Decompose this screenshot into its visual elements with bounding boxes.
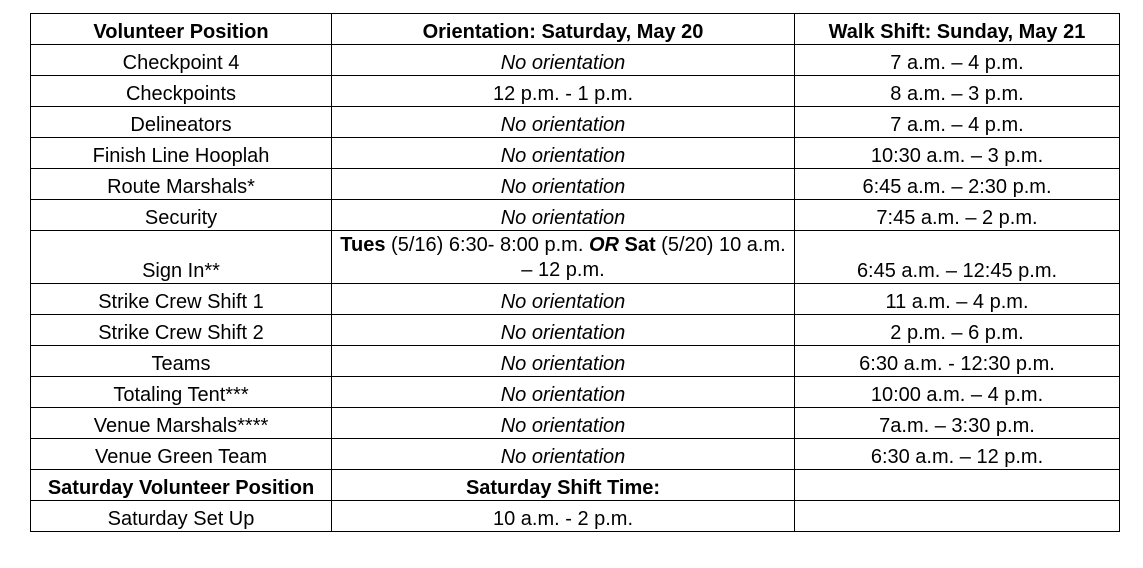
position-cell: Checkpoint 4	[31, 45, 332, 76]
table-row	[31, 408, 1120, 439]
header-orientation: Orientation: Saturday, May 20	[332, 14, 795, 45]
shift-cell: 6:45 a.m. – 12:45 p.m.	[795, 231, 1120, 284]
position-cell: Venue Marshals****	[31, 408, 332, 439]
orientation-cell	[332, 231, 795, 284]
table-header-row	[31, 14, 1120, 45]
orientation-tues: Tues	[340, 234, 386, 256]
table-row	[31, 377, 1120, 408]
saturday-time-cell: 10 a.m. - 2 p.m.	[332, 501, 795, 532]
header-walk-shift: Walk Shift: Sunday, May 21	[795, 14, 1120, 45]
table-row	[31, 315, 1120, 346]
orientation-cell: No orientation	[332, 169, 795, 200]
position-cell: Totaling Tent***	[31, 377, 332, 408]
orientation-cell: No orientation	[332, 107, 795, 138]
orientation-or: OR	[588, 234, 619, 256]
table-row	[31, 107, 1120, 138]
position-cell: Teams	[31, 346, 332, 377]
position-cell: Strike Crew Shift 1	[31, 284, 332, 315]
orientation-cell: No orientation	[332, 408, 795, 439]
table-row	[31, 284, 1120, 315]
orientation-cell: No orientation	[332, 200, 795, 231]
position-cell: Saturday Set Up	[31, 501, 332, 532]
saturday-position-header: Saturday Volunteer Position	[31, 470, 332, 501]
table-row	[31, 346, 1120, 377]
shift-cell: 8 a.m. – 3 p.m.	[795, 76, 1120, 107]
orientation-sat: Sat	[618, 234, 656, 256]
position-cell: Strike Crew Shift 2	[31, 315, 332, 346]
table-row	[31, 501, 1120, 532]
orientation-cell: No orientation	[332, 377, 795, 408]
table-row	[31, 45, 1120, 76]
position-cell: Security	[31, 200, 332, 231]
orientation-sat-detail: (5/20) 10 a.m. – 12 p.m.	[521, 234, 786, 281]
position-cell: Checkpoints	[31, 76, 332, 107]
orientation-cell: No orientation	[332, 45, 795, 76]
saturday-header-row	[31, 470, 1120, 501]
position-cell: Route Marshals*	[31, 169, 332, 200]
position-cell: Sign In**	[31, 231, 332, 284]
shift-cell: 6:30 a.m. – 12 p.m.	[795, 439, 1120, 470]
orientation-cell: No orientation	[332, 439, 795, 470]
orientation-cell: No orientation	[332, 346, 795, 377]
table-row	[31, 76, 1120, 107]
saturday-time-header: Saturday Shift Time:	[332, 470, 795, 501]
shift-cell: 7a.m. – 3:30 p.m.	[795, 408, 1120, 439]
orientation-cell: 12 p.m. - 1 p.m.	[332, 76, 795, 107]
position-cell: Venue Green Team	[31, 439, 332, 470]
table-row	[31, 231, 1120, 284]
empty-cell	[795, 470, 1120, 501]
shift-cell: 6:45 a.m. – 2:30 p.m.	[795, 169, 1120, 200]
table-row	[31, 200, 1120, 231]
orientation-cell: No orientation	[332, 138, 795, 169]
position-cell: Delineators	[31, 107, 332, 138]
table-row	[31, 439, 1120, 470]
header-volunteer-position: Volunteer Position	[31, 14, 332, 45]
orientation-cell: No orientation	[332, 315, 795, 346]
shift-cell: 2 p.m. – 6 p.m.	[795, 315, 1120, 346]
shift-cell: 10:00 a.m. – 4 p.m.	[795, 377, 1120, 408]
table-row	[31, 138, 1120, 169]
volunteer-schedule-table	[30, 13, 1120, 532]
empty-cell	[795, 501, 1120, 532]
orientation-tues-detail: (5/16) 6:30- 8:00 p.m.	[385, 234, 589, 256]
shift-cell: 7:45 a.m. – 2 p.m.	[795, 200, 1120, 231]
shift-cell: 6:30 a.m. - 12:30 p.m.	[795, 346, 1120, 377]
shift-cell: 7 a.m. – 4 p.m.	[795, 107, 1120, 138]
table-row	[31, 169, 1120, 200]
position-cell: Finish Line Hooplah	[31, 138, 332, 169]
shift-cell: 10:30 a.m. – 3 p.m.	[795, 138, 1120, 169]
orientation-cell: No orientation	[332, 284, 795, 315]
shift-cell: 11 a.m. – 4 p.m.	[795, 284, 1120, 315]
shift-cell: 7 a.m. – 4 p.m.	[795, 45, 1120, 76]
